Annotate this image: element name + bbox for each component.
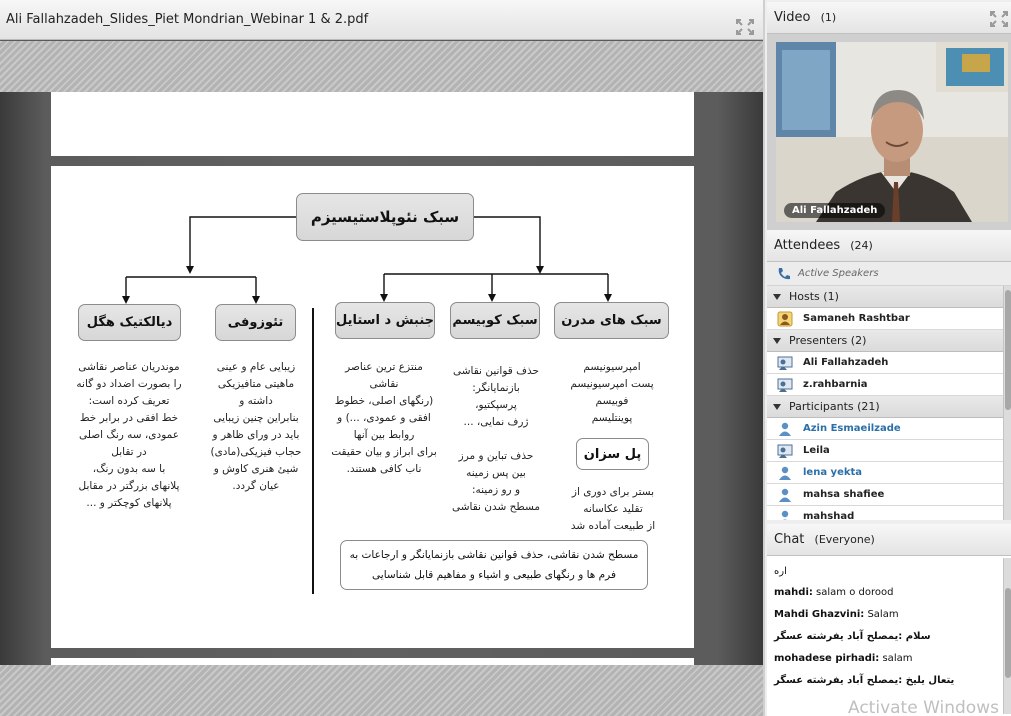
toolbar-strip (0, 41, 763, 92)
attendee-name: Leila (803, 445, 830, 456)
attendee-name: mahshad (803, 511, 855, 520)
fullscreen-icon[interactable] (736, 19, 754, 35)
chat-message: اره (774, 566, 787, 577)
presenter-icon (777, 377, 793, 393)
hegel-text: موندریان عناصر نقاشی را بصورت اضداد دو گانه تعریف کرده است: خط افقی در برابر خط عمودی، سه رنگ اصلی در تقابل با سه بدون رنگ، پلانهای بزرگتر در مقابل پلانهای کوچکتر و ... (76, 361, 182, 509)
cubism-box: سبک کوبیسم (450, 302, 540, 339)
attendee-name: z.rahbarnia (803, 379, 868, 390)
presenters-section[interactable]: Presenters (2) (767, 330, 1003, 352)
webcam-video[interactable] (776, 42, 1008, 222)
participant-icon (777, 465, 793, 481)
theosophy-box: تئوزوفی (215, 304, 296, 341)
chat-message: mahdi: salam o dorood (774, 587, 894, 598)
chat-message: Mahdi Ghazvini: Salam (774, 609, 899, 620)
attendees-scrollbar[interactable] (1003, 286, 1011, 520)
attendee-row[interactable] (767, 506, 1003, 520)
root-box: سبک نئوپلاستیسیزم (296, 193, 474, 241)
theosophy-text: زیبایی عام و عینی ماهیتی متافیزیکی داشته و بنابراین چنین زیبایی باید در ورای ظاهر و حجاب فیزیکی(مادی) شیئ هنری کاوش و عیان گردد. (210, 361, 302, 492)
active-speakers-label: Active Speakers (798, 268, 879, 279)
attendee-name: Azin Esmaeilzade (803, 423, 901, 434)
cezanne-bridge-box: پل سزان (576, 438, 649, 470)
host-icon (777, 311, 793, 327)
attendee-name: mahsa shafiee (803, 489, 885, 500)
phone-icon (776, 266, 792, 282)
participant-icon (777, 509, 793, 520)
video-pod (767, 34, 1011, 230)
summary-box: مسطح شدن نقاشی، حذف قوانین نقاشی بازنمایانگر و ارجاعات به فرم ها و رنگهای طبیعی و اشیاء و مفاهیم قابل شناسایی (340, 540, 648, 590)
scrollbar-thumb[interactable] (1005, 290, 1011, 410)
collapse-arrow-icon[interactable] (773, 294, 781, 300)
destijl-text: منتزع ترین عناصر نقاشی (رنگهای اصلی، خطوط افقی و عمودی، ...) و روابط بین آنها برای ابراز و بیان حقیقت ناب کافی هستند. (331, 361, 437, 475)
destijl-box: جنبش د استایل (335, 302, 435, 339)
fullscreen-icon[interactable] (990, 11, 1008, 27)
chat-pod-title: Chat (774, 532, 805, 547)
attendee-row[interactable] (767, 440, 1003, 462)
scrollbar-thumb[interactable] (1005, 588, 1011, 678)
video-pod-header (767, 2, 1011, 34)
chat-messages (767, 556, 1011, 716)
attendees-count: (24) (850, 239, 873, 252)
attendees-pod-title: Attendees (774, 238, 841, 253)
presenter-video-image (776, 42, 1008, 222)
collapse-arrow-icon[interactable] (773, 404, 781, 410)
attendee-name: Ali Fallahzadeh (803, 357, 889, 368)
collapse-arrow-icon[interactable] (773, 338, 781, 344)
participant-icon (777, 443, 793, 459)
attendee-row[interactable] (767, 484, 1003, 506)
attendee-row[interactable] (767, 308, 1003, 330)
chat-pod-header (767, 524, 1011, 556)
attendees-list (767, 262, 1011, 520)
attendees-pod-header (767, 230, 1011, 262)
attendee-name: lena yekta (803, 467, 863, 478)
attendee-row[interactable] (767, 352, 1003, 374)
presenter-icon (777, 355, 793, 371)
participant-icon (777, 487, 793, 503)
hegel-box: دیالکتیک هگل (78, 304, 181, 341)
chat-message: سلام :یمصلح آباد یفرشته عسگر (774, 631, 931, 642)
bottom-strip (0, 665, 763, 716)
chat-message: mohadese pirhadi: salam (774, 653, 913, 664)
activate-windows-watermark: Activate Windows (848, 698, 999, 716)
document-title: Ali Fallahzadeh_Slides_Piet Mondrian_Webinar 1 & 2.pdf (6, 12, 369, 27)
video-name-label: Ali Fallahzadeh (784, 203, 885, 218)
chat-scope: (Everyone) (814, 533, 875, 546)
cubism-text: حذف قوانین نقاشی بازنمایانگر: پرسپکتیو، ژرف نمایی، ... حذف تباین و مرز بین پس زمینه و رو زمینه: مسطح شدن نقاشی (451, 365, 541, 513)
hosts-section[interactable]: Hosts (1) (767, 286, 1003, 308)
attendee-name: Samaneh Rashtbar (803, 313, 910, 324)
slide-page (51, 166, 694, 648)
chat-message: یتعال یلیخ :یمصلح آباد یفرشته عسگر (774, 675, 955, 686)
previous-page (51, 92, 694, 156)
share-pod-header (0, 0, 763, 40)
attendee-row[interactable] (767, 374, 1003, 396)
video-pod-title: Video (774, 10, 811, 25)
chat-scrollbar[interactable] (1003, 558, 1011, 714)
next-page (51, 658, 694, 665)
attendee-row[interactable] (767, 462, 1003, 484)
active-speakers-bar (767, 262, 1011, 286)
cezanne-text: بستر برای دوری از تقلید عکاسانه از طبیعت آماده شد (570, 486, 656, 532)
participant-icon (777, 421, 793, 437)
attendee-row[interactable] (767, 418, 1003, 440)
video-count: (1) (820, 11, 837, 24)
modern-text: امپرسیونیسم پست امپرسیونیسم فوبیسم پوینتلیسم (570, 361, 654, 424)
participants-section[interactable]: Participants (21) (767, 396, 1003, 418)
modern-styles-box: سبک های مدرن (554, 302, 669, 339)
